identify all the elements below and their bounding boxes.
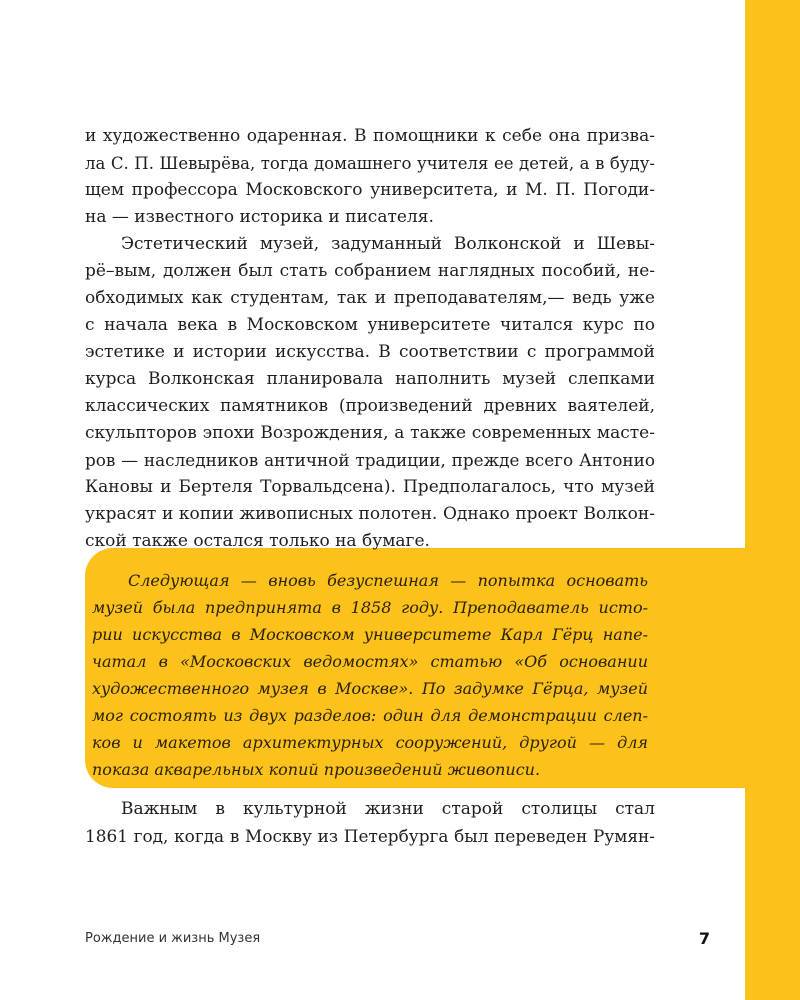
text-line: с начала века в Московском университете читался курс по <box>85 315 655 335</box>
text-line: и художественно одаренная. В помощники к себе она призва- <box>85 126 655 146</box>
text-line: Кановы и Бертеля Торвальдсена). Предполагалось, что музей <box>85 477 655 497</box>
quote-line: художественного музея в Москве». По задумке Гёрца, музей <box>92 679 648 698</box>
quote-line: музей была предпринята в 1858 году. Преподаватель исто- <box>92 598 648 617</box>
text-line: обходимых как студентам, так и преподавателям,— ведь уже <box>85 288 655 308</box>
body-paragraph-2 <box>85 796 655 850</box>
text-line: на — известного историка и писателя. <box>85 207 434 227</box>
highlighted-quote <box>92 567 648 783</box>
quote-line: рии искусства в Московском университете Карл Гёрц напе- <box>92 625 648 644</box>
quote-line: чатал в «Московских ведомостях» статью «Об основании <box>92 652 648 671</box>
text-line: Эстетический музей, задуманный Волконской и Шевы- <box>121 234 655 254</box>
text-line: эстетике и истории искусства. В соответствии с программой <box>85 342 655 362</box>
quote-line: Следующая — вновь безуспешная — попытка основать <box>128 571 648 590</box>
page-number: 7 <box>698 929 710 948</box>
text-line: классических памятников (произведений древних ваятелей, <box>85 396 655 416</box>
text-line: рё–вым, должен был стать собранием наглядных пособий, не- <box>85 261 655 281</box>
text-line: 1861 год, когда в Москву из Петербурга был переведен Румян- <box>85 826 655 846</box>
quote-line: ков и макетов архитектурных сооружений, другой — для <box>92 733 648 752</box>
quote-line: показа акварельных копий произведений живописи. <box>92 760 541 779</box>
yellow-edge-strip <box>745 0 800 1000</box>
text-line: ла С. П. Шевырёва, тогда домашнего учителя ее детей, а в буду- <box>85 154 655 173</box>
running-footer-title: Рождение и жизнь Музея <box>85 931 261 946</box>
text-line: щем профессора Московского университета, и М. П. Погоди- <box>85 180 655 200</box>
text-line: курса Волконская планировала наполнить музей слепками <box>85 369 655 389</box>
body-paragraph-1 <box>85 123 655 555</box>
text-line: Важным в культурной жизни старой столицы стал <box>121 799 655 819</box>
quote-line: мог состоять из двух разделов: один для демонстрации слеп- <box>92 706 648 725</box>
text-line: ской также остался только на бумаге. <box>85 531 430 551</box>
text-line: ров — наследников античной традиции, прежде всего Антонио <box>85 450 655 470</box>
text-line: украсят и копии живописных полотен. Однако проект Волкон- <box>85 504 655 524</box>
text-line: скульпторов эпохи Возрождения, а также современных масте- <box>85 423 655 443</box>
